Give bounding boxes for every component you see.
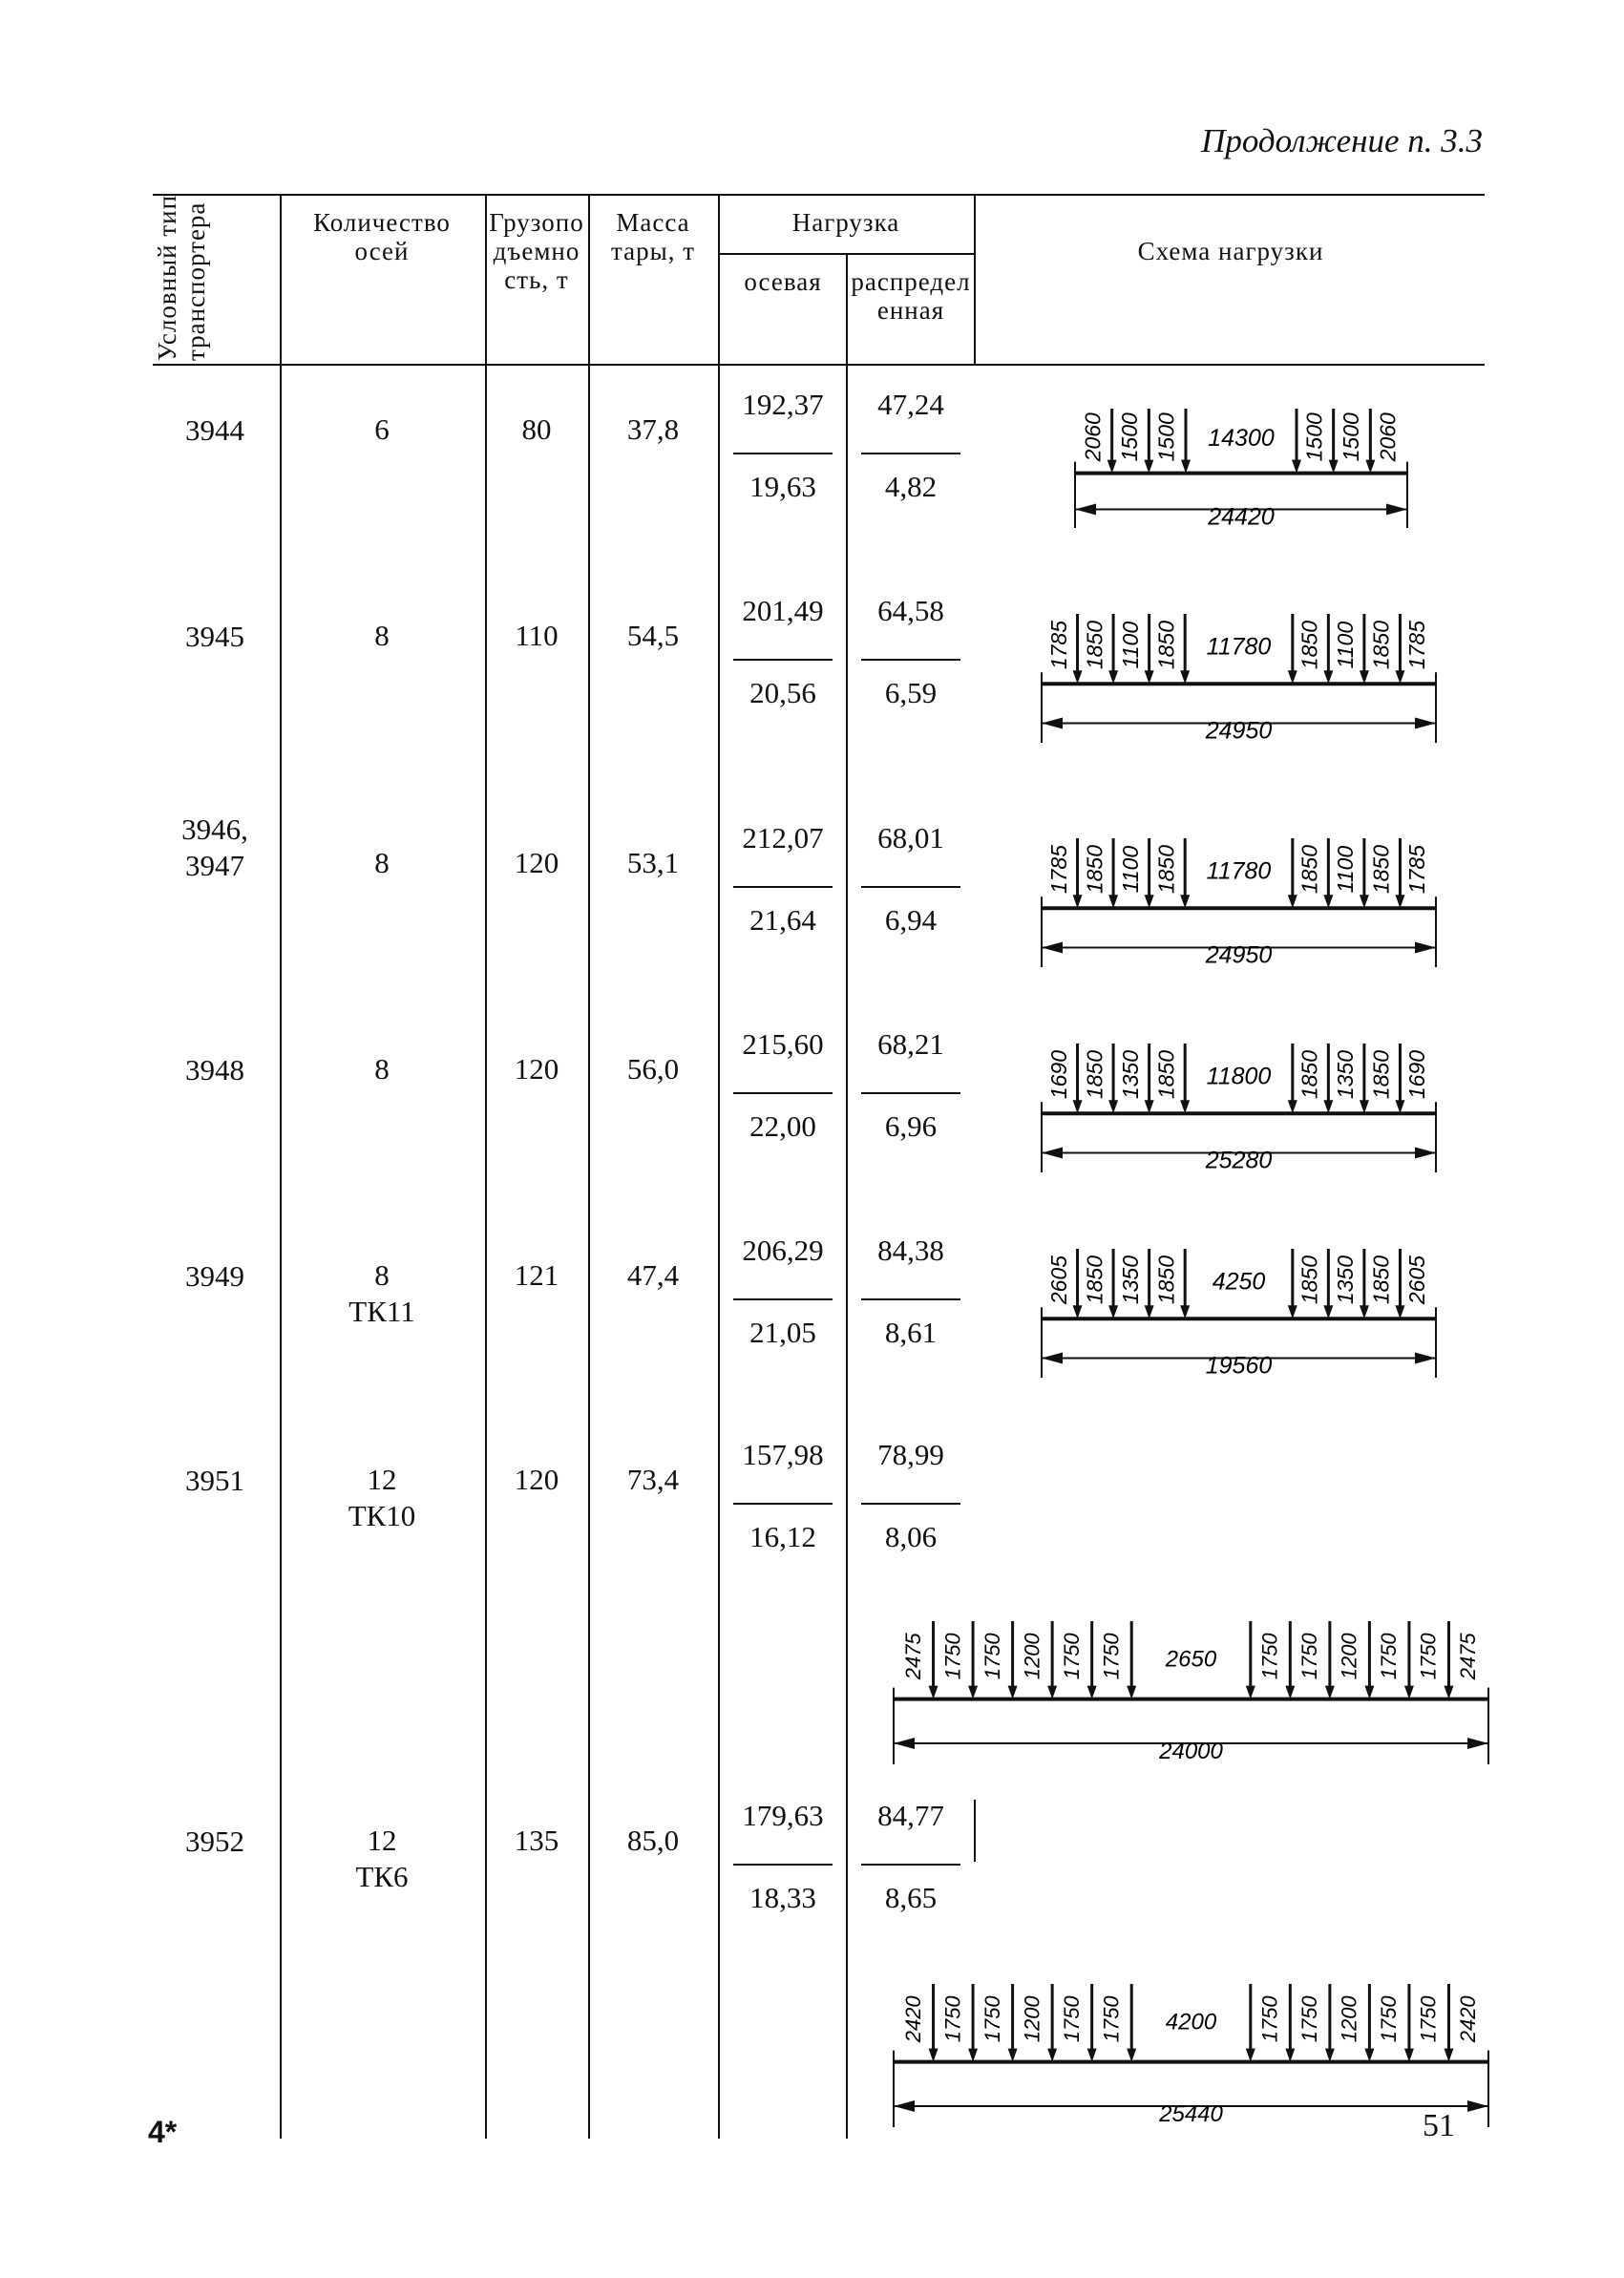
arrowhead-right xyxy=(1386,504,1407,516)
spacing-label: 1850 xyxy=(1082,845,1107,895)
capacity-value: 80 xyxy=(521,412,552,446)
total-length-label: 24950 xyxy=(1205,941,1273,969)
total-length-label: 19560 xyxy=(1205,1352,1273,1380)
load-scheme xyxy=(1036,1036,1442,1174)
transporter-type: 3945 xyxy=(185,620,244,653)
spacing-label: 1785 xyxy=(1045,845,1071,895)
fraction-line xyxy=(733,1298,833,1300)
spacing-label: 1850 xyxy=(1082,621,1107,670)
header-capacity: Грузоподъемность, т xyxy=(489,208,584,294)
distributed-load-kn: 68,21 xyxy=(877,1027,944,1061)
tare-value: 53,1 xyxy=(626,846,680,879)
axle-arrowhead xyxy=(1325,2049,1335,2062)
spacing-label: 1850 xyxy=(1297,1050,1322,1100)
axles-count: 8 xyxy=(374,1052,390,1086)
distributed-load-kn: 47,24 xyxy=(877,388,944,421)
header-load: Нагрузка xyxy=(791,208,900,237)
tare-value: 47,4 xyxy=(626,1258,680,1292)
axles-count: 6 xyxy=(374,412,390,446)
load-scheme xyxy=(1036,606,1442,745)
axle-arrowhead xyxy=(1364,2049,1374,2062)
axle-arrowhead xyxy=(1180,895,1190,908)
fraction-line xyxy=(733,1092,833,1094)
axle-arrowhead xyxy=(1323,670,1333,684)
arrowhead-right xyxy=(1415,1353,1436,1364)
axial-load-kn: 179,63 xyxy=(742,1799,824,1832)
arrowhead-right xyxy=(1415,942,1436,954)
spacing-label: 1850 xyxy=(1082,1255,1107,1305)
spacing-label: 2060 xyxy=(1375,412,1401,462)
axle-arrowhead xyxy=(968,1686,978,1699)
capacity-value: 120 xyxy=(514,1463,559,1496)
load-scheme xyxy=(1036,1241,1442,1380)
spacing-label: 2420 xyxy=(1456,1995,1481,2043)
spacing-label: 1850 xyxy=(1153,845,1179,895)
spacing-label: 1850 xyxy=(1368,621,1394,670)
spacing-label: 1850 xyxy=(1297,845,1322,895)
tare-value: 73,4 xyxy=(626,1463,680,1496)
axle-arrowhead xyxy=(1444,2049,1453,2062)
axle-arrowhead xyxy=(1073,670,1083,684)
axle-arrowhead xyxy=(1360,1305,1369,1318)
tare-value: 85,0 xyxy=(626,1824,680,1857)
spacing-label: 1750 xyxy=(1297,1633,1322,1680)
spacing-label: 1350 xyxy=(1333,1050,1359,1100)
axle-arrowhead xyxy=(1180,1305,1190,1318)
axles-count: 8 xyxy=(374,1258,390,1292)
header-tare: Масса тары, т xyxy=(610,208,696,265)
axle-arrowhead xyxy=(1323,1100,1333,1113)
spacing-label: 1850 xyxy=(1082,1050,1107,1100)
capacity-value: 121 xyxy=(514,1258,559,1292)
axial-load-kn: 201,49 xyxy=(742,594,824,627)
spacing-label: 1350 xyxy=(1117,1050,1143,1100)
axles-count: 12 xyxy=(367,1824,397,1857)
fraction-line xyxy=(733,1864,833,1866)
load-scheme xyxy=(888,1614,1494,1766)
axle-arrowhead xyxy=(1145,1100,1154,1113)
axle-arrowhead xyxy=(929,2049,939,2062)
distributed-load-tf: 6,94 xyxy=(884,903,938,937)
spacing-label: 1750 xyxy=(980,1995,1004,2043)
axle-arrowhead xyxy=(1360,895,1369,908)
spacing-label: 1750 xyxy=(1257,1995,1282,2043)
spacing-label: 1350 xyxy=(1333,1255,1359,1305)
axle-arrowhead xyxy=(1404,2049,1414,2062)
distributed-load-kn: 84,77 xyxy=(877,1799,944,1832)
axial-load-kn: 215,60 xyxy=(742,1027,824,1061)
axle-arrowhead xyxy=(1108,670,1118,684)
fraction-line xyxy=(861,659,960,661)
axle-arrowhead xyxy=(929,1686,939,1699)
spacing-label: 1200 xyxy=(1020,1995,1044,2043)
axle-arrowhead xyxy=(1360,670,1369,684)
spacing-label: 1100 xyxy=(1117,845,1143,894)
spacing-label: 1750 xyxy=(1297,1995,1322,2043)
axle-arrowhead xyxy=(1444,1686,1453,1699)
spacing-label: 1850 xyxy=(1153,1255,1179,1305)
axle-arrowhead xyxy=(1145,1305,1154,1318)
axial-load-tf: 19,63 xyxy=(749,470,816,503)
axle-arrowhead xyxy=(1047,1686,1057,1699)
total-length-label: 24000 xyxy=(1159,1739,1223,1764)
axle-arrowhead xyxy=(1364,1686,1374,1699)
axle-arrowhead xyxy=(1288,895,1297,908)
arrowhead-left xyxy=(1042,718,1063,729)
transporter-type: 3949 xyxy=(185,1259,244,1293)
spacing-label: 1500 xyxy=(1301,412,1327,462)
axles-count: 8 xyxy=(374,619,390,652)
spacing-label: 2060 xyxy=(1080,412,1106,462)
spacing-label: 1750 xyxy=(1416,1633,1441,1680)
spacing-label: 1200 xyxy=(1337,1995,1361,2043)
axle-arrowhead xyxy=(1288,1100,1297,1113)
spacing-label: 1750 xyxy=(940,1633,965,1680)
page-number: 51 xyxy=(1423,2108,1455,2143)
distributed-load-kn: 64,58 xyxy=(877,594,944,627)
arrowhead-left xyxy=(1042,942,1063,954)
spacing-label: 2420 xyxy=(900,1995,925,2043)
spacing-label: 1850 xyxy=(1153,621,1179,670)
arrowhead-right xyxy=(1467,1738,1488,1749)
axle-arrowhead xyxy=(1288,1305,1297,1318)
spacing-label: 1750 xyxy=(940,1995,965,2043)
axle-arrowhead xyxy=(1127,2049,1136,2062)
distributed-load-kn: 78,99 xyxy=(877,1438,944,1471)
load-scheme xyxy=(888,1976,1494,2129)
total-length-label: 25280 xyxy=(1205,1147,1273,1174)
fraction-line xyxy=(733,886,833,888)
distributed-load-kn: 68,01 xyxy=(877,821,944,854)
spacing-label: 1850 xyxy=(1368,845,1394,895)
axles-count: 12 xyxy=(367,1463,397,1496)
signature-mark: 4* xyxy=(148,2115,178,2149)
spacing-label: 1850 xyxy=(1297,1255,1322,1305)
axles-count: 8 xyxy=(374,846,390,879)
load-scheme xyxy=(1069,401,1413,530)
axial-load-tf: 20,56 xyxy=(749,676,816,709)
axial-load-tf: 16,12 xyxy=(749,1520,816,1553)
axle-arrowhead xyxy=(1047,2049,1057,2062)
load-scheme xyxy=(1036,831,1442,969)
spacing-label: 2475 xyxy=(900,1633,925,1680)
axle-arrowhead xyxy=(1246,2049,1255,2062)
axle-arrowhead xyxy=(1073,895,1083,908)
axle-arrowhead xyxy=(1180,670,1190,684)
carriage-type: ТК10 xyxy=(348,1499,416,1532)
distributed-load-tf: 6,96 xyxy=(884,1109,938,1143)
spacing-label: 1690 xyxy=(1404,1050,1430,1100)
spacing-label: 1500 xyxy=(1339,412,1363,462)
spacing-label: 1750 xyxy=(1377,1995,1402,2043)
fraction-line xyxy=(733,1503,833,1505)
arrowhead-left xyxy=(894,1738,915,1749)
axle-arrowhead xyxy=(1108,1305,1118,1318)
spacing-label: 2475 xyxy=(1456,1633,1481,1680)
capacity-value: 135 xyxy=(514,1824,559,1857)
axle-arrowhead xyxy=(1365,460,1375,474)
arrowhead-left xyxy=(894,2100,915,2112)
axle-arrowhead xyxy=(1144,460,1153,474)
spacing-label: 1850 xyxy=(1368,1255,1394,1305)
capacity-value: 120 xyxy=(514,846,559,879)
spacing-label: 1100 xyxy=(1117,621,1143,669)
spacing-label: 1750 xyxy=(1059,1995,1084,2043)
axle-arrowhead xyxy=(1073,1100,1083,1113)
spacing-label: 1200 xyxy=(1020,1633,1044,1680)
spacing-label: 1100 xyxy=(1333,845,1359,894)
axle-arrowhead xyxy=(1323,1305,1333,1318)
transporter-type: 3951 xyxy=(185,1464,244,1497)
header-axial: осевая xyxy=(744,267,822,296)
distributed-load-tf: 6,59 xyxy=(884,676,938,709)
axle-arrowhead xyxy=(1181,460,1191,474)
fraction-line xyxy=(861,1503,960,1505)
axle-arrowhead xyxy=(1285,2049,1295,2062)
axle-arrowhead xyxy=(1145,895,1154,908)
total-length-label: 24420 xyxy=(1208,503,1275,530)
distributed-load-tf: 4,82 xyxy=(884,470,938,503)
axial-load-kn: 206,29 xyxy=(742,1234,824,1267)
spacing-label: 1785 xyxy=(1404,621,1430,670)
axle-arrowhead xyxy=(1008,1686,1018,1699)
axle-arrowhead xyxy=(1145,670,1154,684)
axle-arrowhead xyxy=(1107,460,1117,474)
carriage-type: ТК6 xyxy=(355,1860,409,1893)
spacing-label: 2605 xyxy=(1404,1255,1430,1305)
center-spacing-label: 11780 xyxy=(1206,857,1272,885)
axle-arrowhead xyxy=(1395,1100,1404,1113)
arrowhead-left xyxy=(1042,1353,1063,1364)
fraction-line xyxy=(861,1092,960,1094)
transporter-type: 3948 xyxy=(185,1053,244,1086)
arrowhead-right xyxy=(1415,1148,1436,1159)
spacing-label: 1750 xyxy=(1099,1995,1124,2043)
spacing-label: 1850 xyxy=(1368,1050,1394,1100)
axial-load-tf: 21,64 xyxy=(749,903,816,937)
axle-arrowhead xyxy=(1285,1686,1295,1699)
axle-arrowhead xyxy=(1329,460,1339,474)
fraction-line xyxy=(733,453,833,454)
arrowhead-right xyxy=(1415,718,1436,729)
distributed-load-tf: 8,06 xyxy=(884,1520,938,1553)
axle-arrowhead xyxy=(1395,670,1404,684)
spacing-label: 1785 xyxy=(1404,845,1430,895)
axle-arrowhead xyxy=(1288,670,1297,684)
spacing-label: 1350 xyxy=(1117,1255,1143,1305)
transporter-type: 3952 xyxy=(185,1825,244,1858)
arrowhead-right xyxy=(1467,2100,1488,2112)
axle-arrowhead xyxy=(1395,1305,1404,1318)
center-spacing-label: 11800 xyxy=(1206,1063,1272,1090)
spacing-label: 1690 xyxy=(1045,1050,1071,1100)
fraction-line xyxy=(861,886,960,888)
axle-arrowhead xyxy=(1292,460,1301,474)
fraction-line xyxy=(861,453,960,454)
axle-arrowhead xyxy=(1008,2049,1018,2062)
tare-value: 54,5 xyxy=(626,619,680,652)
center-spacing-label: 4250 xyxy=(1212,1268,1266,1296)
distributed-load-kn: 84,38 xyxy=(877,1234,944,1267)
spacing-label: 1100 xyxy=(1333,621,1359,669)
axial-load-kn: 212,07 xyxy=(742,821,824,854)
axle-arrowhead xyxy=(1073,1305,1083,1318)
distributed-load-tf: 8,61 xyxy=(884,1316,938,1349)
fraction-line xyxy=(861,1298,960,1300)
axle-arrowhead xyxy=(1360,1100,1369,1113)
carriage-type: ТК11 xyxy=(348,1295,415,1328)
spacing-label: 1850 xyxy=(1153,1050,1179,1100)
tare-value: 37,8 xyxy=(626,412,680,446)
spacing-label: 1850 xyxy=(1297,621,1322,670)
axial-load-tf: 21,05 xyxy=(749,1316,816,1349)
arrowhead-left xyxy=(1042,1148,1063,1159)
total-length-label: 24950 xyxy=(1205,717,1273,745)
axle-arrowhead xyxy=(1404,1686,1414,1699)
spacing-label: 1500 xyxy=(1117,412,1142,462)
axial-load-tf: 18,33 xyxy=(749,1881,816,1914)
axle-arrowhead xyxy=(1127,1686,1136,1699)
axle-arrowhead xyxy=(1325,1686,1335,1699)
total-length-label: 25440 xyxy=(1159,2101,1223,2127)
transporter-type: 3944 xyxy=(185,413,244,447)
axle-arrowhead xyxy=(1323,895,1333,908)
center-spacing-label: 2650 xyxy=(1165,1646,1217,1673)
spacing-label: 1750 xyxy=(1257,1633,1282,1680)
axle-arrowhead xyxy=(1246,1686,1255,1699)
capacity-value: 110 xyxy=(515,619,559,652)
axial-load-kn: 157,98 xyxy=(742,1438,824,1471)
spacing-label: 2605 xyxy=(1045,1255,1071,1305)
spacing-label: 1500 xyxy=(1153,412,1179,462)
spacing-label: 1750 xyxy=(1059,1633,1084,1680)
header-type: Условный тип транспортера xyxy=(153,194,210,361)
center-spacing-label: 14300 xyxy=(1208,424,1275,452)
axial-load-tf: 22,00 xyxy=(749,1109,816,1143)
center-spacing-label: 11780 xyxy=(1206,633,1272,661)
transporter-type: 3946, 3947 xyxy=(181,812,248,882)
arrowhead-left xyxy=(1075,504,1096,516)
header-distributed: распределенная xyxy=(851,267,971,325)
spacing-label: 1750 xyxy=(1377,1633,1402,1680)
tare-value: 56,0 xyxy=(626,1052,680,1086)
spacing-label: 1785 xyxy=(1045,621,1071,670)
axle-arrowhead xyxy=(968,2049,978,2062)
axle-arrowhead xyxy=(1108,1100,1118,1113)
spacing-label: 1750 xyxy=(1416,1995,1441,2043)
fraction-line xyxy=(861,1864,960,1866)
fraction-line xyxy=(733,659,833,661)
axle-arrowhead xyxy=(1395,895,1404,908)
spacing-label: 1200 xyxy=(1337,1633,1361,1680)
distributed-load-tf: 8,65 xyxy=(884,1881,938,1914)
continuation-label: Продолжение п. 3.3 xyxy=(1201,122,1483,159)
axle-arrowhead xyxy=(1087,2049,1097,2062)
header-axles: Количество осей xyxy=(313,208,451,265)
axle-arrowhead xyxy=(1180,1100,1190,1113)
spacing-label: 1750 xyxy=(1099,1633,1124,1680)
axial-load-kn: 192,37 xyxy=(742,388,824,421)
spacing-label: 1750 xyxy=(980,1633,1004,1680)
header-scheme: Схема нагрузки xyxy=(1137,237,1324,265)
axle-arrowhead xyxy=(1108,895,1118,908)
axle-arrowhead xyxy=(1087,1686,1097,1699)
center-spacing-label: 4200 xyxy=(1165,2009,1217,2035)
capacity-value: 120 xyxy=(514,1052,559,1086)
